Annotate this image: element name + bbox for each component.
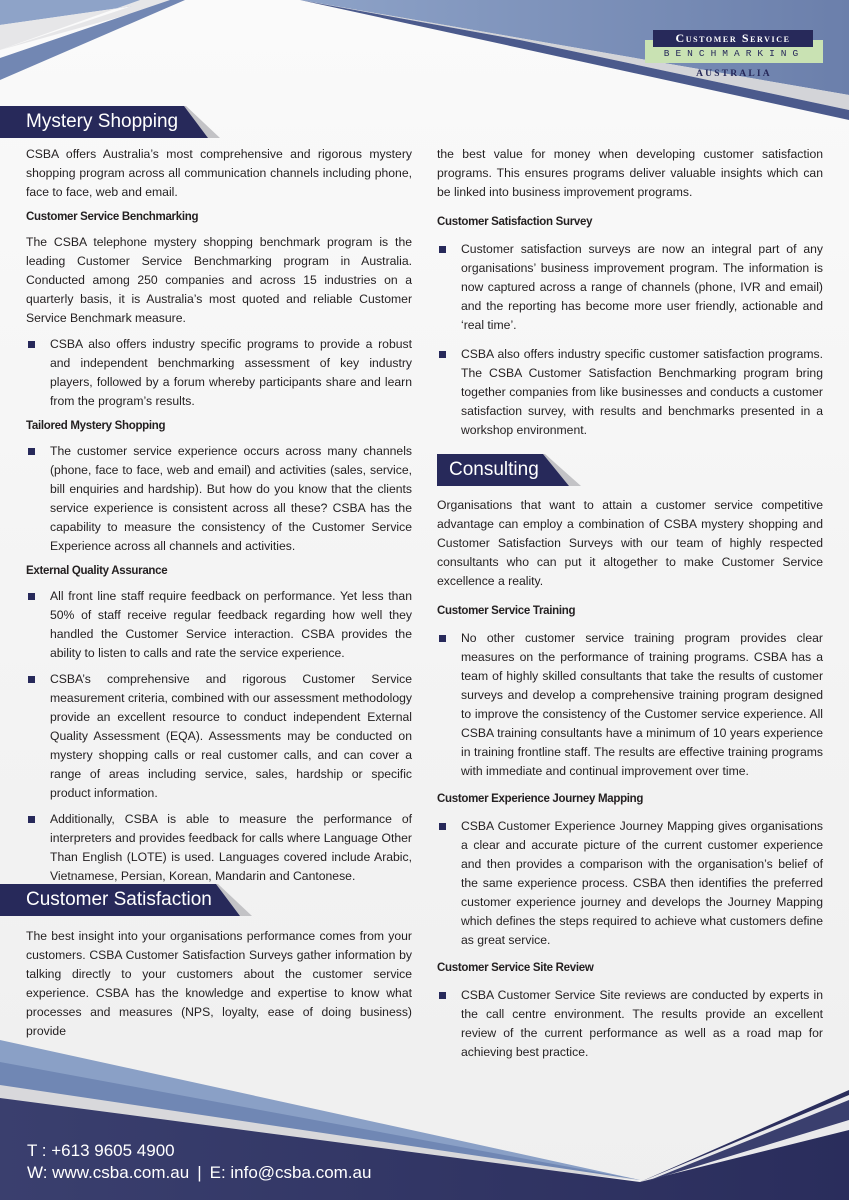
csba-logo (645, 30, 825, 85)
benchmarking-text: The CSBA telephone mystery shopping benchmark program is the leading Customer Service Benchmarking program in Australia. Conducted among 250 companies and across 15 industries on a quarterly basis, it is Australia’s most quoted and reliable Customer Service Benchmark measure. (26, 235, 412, 325)
heading-benchmarking: Customer Service Benchmarking (26, 211, 199, 223)
bullet-square-icon (28, 816, 35, 823)
footer-website-link[interactable]: W: www.csba.com.au (27, 1163, 190, 1182)
bullet-item: CSBA’s comprehensive and rigorous Customer Service measurement criteria, combined with our assessment methodology provide an excellent resource to conduct independent External Quality Assessment (EQA). Assessments may be conducted on mystery shopping calls or real customer calls, and can cover a range of areas including service, sales, hardship or specific product information. (26, 670, 412, 803)
bullet-square-icon (439, 246, 446, 253)
bullet-item: The customer service experience occurs across many channels (phone, face to face, web and email) and activities (sales, service, bill enquiries and hardship). But how do you know that the clients service experience is consistent across all these? CSBA has the capability to measure the consistency of the Customer Service Experience across all channels and activities. (26, 442, 412, 556)
heading-site-review: Customer Service Site Review (437, 962, 594, 974)
consulting-intro: Organisations that want to attain a customer service competitive advantage can employ a combination of CSBA mystery shopping and Customer Satisfaction Surveys with our team of highly respected consultants who can put it altogether to make Customer Service excellence a reality. (437, 498, 823, 588)
satisfaction-continued: the best value for money when developing customer satisfaction programs. This ensures programs deliver valuable insights which can be linked into business improvement programs. (437, 147, 823, 199)
footer-contact (27, 1140, 371, 1184)
bullet-square-icon (439, 992, 446, 999)
section-title: Consulting (449, 459, 539, 480)
mystery-intro: CSBA offers Australia’s most comprehensive and rigorous mystery shopping program across all communication channels including phone, face to face, web and email. (26, 147, 412, 199)
bullet-item: All front line staff require feedback on performance. Yet less than 50% of staff receive regular feedback regarding how well they handled the Customer Service interaction. CSBA provides the ability to listen to calls and rate the service experience. (26, 587, 412, 663)
bullet-square-icon (28, 341, 35, 348)
bullet-square-icon (439, 823, 446, 830)
bullet-square-icon (439, 351, 446, 358)
section-title: Mystery Shopping (26, 111, 179, 132)
logo-customer-service: Customer Service (653, 30, 813, 47)
footer-web-email-line (27, 1162, 371, 1184)
bullet-item: No other customer service training program provides clear measures on the performance of training programs. CSBA has a team of highly skilled consultants that take the results of customer surveys and develop a comprehensive training program designed to improve the consistency of the Customer service experience. All CSBA training consultants have a minimum of 10 years experience in training frontline staff. The results are effective training programs with immediate and continual improvement over time. (437, 629, 823, 781)
bullet-square-icon (28, 676, 35, 683)
bullet-item: CSBA Customer Experience Journey Mapping gives organisations a clear and accurate picture of the current customer experience and then provides a comparison with the organisation’s belief of the same experience process. CSBA then identifies the preferred customer experience journey and develops the Journey Mapping which defines the steps required to achieve what customers define as great service. (437, 817, 823, 950)
left-column (26, 145, 412, 893)
heading-eqa: External Quality Assurance (26, 565, 168, 577)
bullet-item: CSBA also offers industry specific customer satisfaction programs. The CSBA Customer Satisfaction Benchmarking program bring together companies from like businesses and conducts a customer satisfaction survey, with results and benchmarks presented in a workshop environment. (437, 345, 823, 440)
heading-tailored: Tailored Mystery Shopping (26, 420, 166, 432)
bullet-item: Customer satisfaction surveys are now an integral part of any organisations’ business improvement program. The information is now captured across a range of channels (phone, IVR and email) and the reporting has become more user friendly, actionable and ‘real time’. (437, 240, 823, 335)
footer-email-link[interactable]: E: info@csba.com.au (209, 1163, 372, 1182)
bullet-square-icon (439, 635, 446, 642)
section-banner-customer-satisfaction (0, 884, 252, 916)
footer-separator: | (197, 1163, 202, 1182)
heading-survey: Customer Satisfaction Survey (437, 216, 593, 228)
bullet-item: CSBA Customer Service Site reviews are conducted by experts in the call centre environment. The results provide an excellent review of the current performance as well as a road map for achieving best practice. (437, 986, 823, 1062)
bullet-item: Additionally, CSBA is able to measure the performance of interpreters and provides feedback for calls where Language Other Than English (LOTE) is used. Languages covered include Arabic, Vietnamese, Persian, Korean, Mandarin and Cantonese. (26, 810, 412, 886)
footer-phone: T : +613 9605 4900 (27, 1141, 175, 1160)
section-title: Customer Satisfaction (26, 889, 212, 910)
bullet-square-icon (28, 593, 35, 600)
logo-benchmarking: BENCHMARKING (663, 48, 805, 59)
bullet-square-icon (28, 448, 35, 455)
bullet-item: CSBA also offers industry specific programs to provide a robust and independent benchmarking assessment of key industry players, followed by a forum whereby participants share and learn from the program’s results. (26, 335, 412, 411)
customer-satisfaction-text: The best insight into your organisations performance comes from your customers. CSBA Customer Satisfaction Surveys gather information by talking directly to your customers about the customer service experience. CSBA has the knowledge and expertise to know what processes and measures (NPS, loyalty, ease of doing business) provide (26, 929, 412, 1038)
right-column-consulting (437, 496, 823, 1069)
logo-australia: AUSTRALIA (696, 69, 772, 79)
heading-training: Customer Service Training (437, 605, 576, 617)
heading-journey: Customer Experience Journey Mapping (437, 793, 644, 805)
section-banner-consulting (437, 454, 581, 486)
right-column-top (437, 145, 823, 447)
section-banner-mystery-shopping (0, 106, 220, 138)
